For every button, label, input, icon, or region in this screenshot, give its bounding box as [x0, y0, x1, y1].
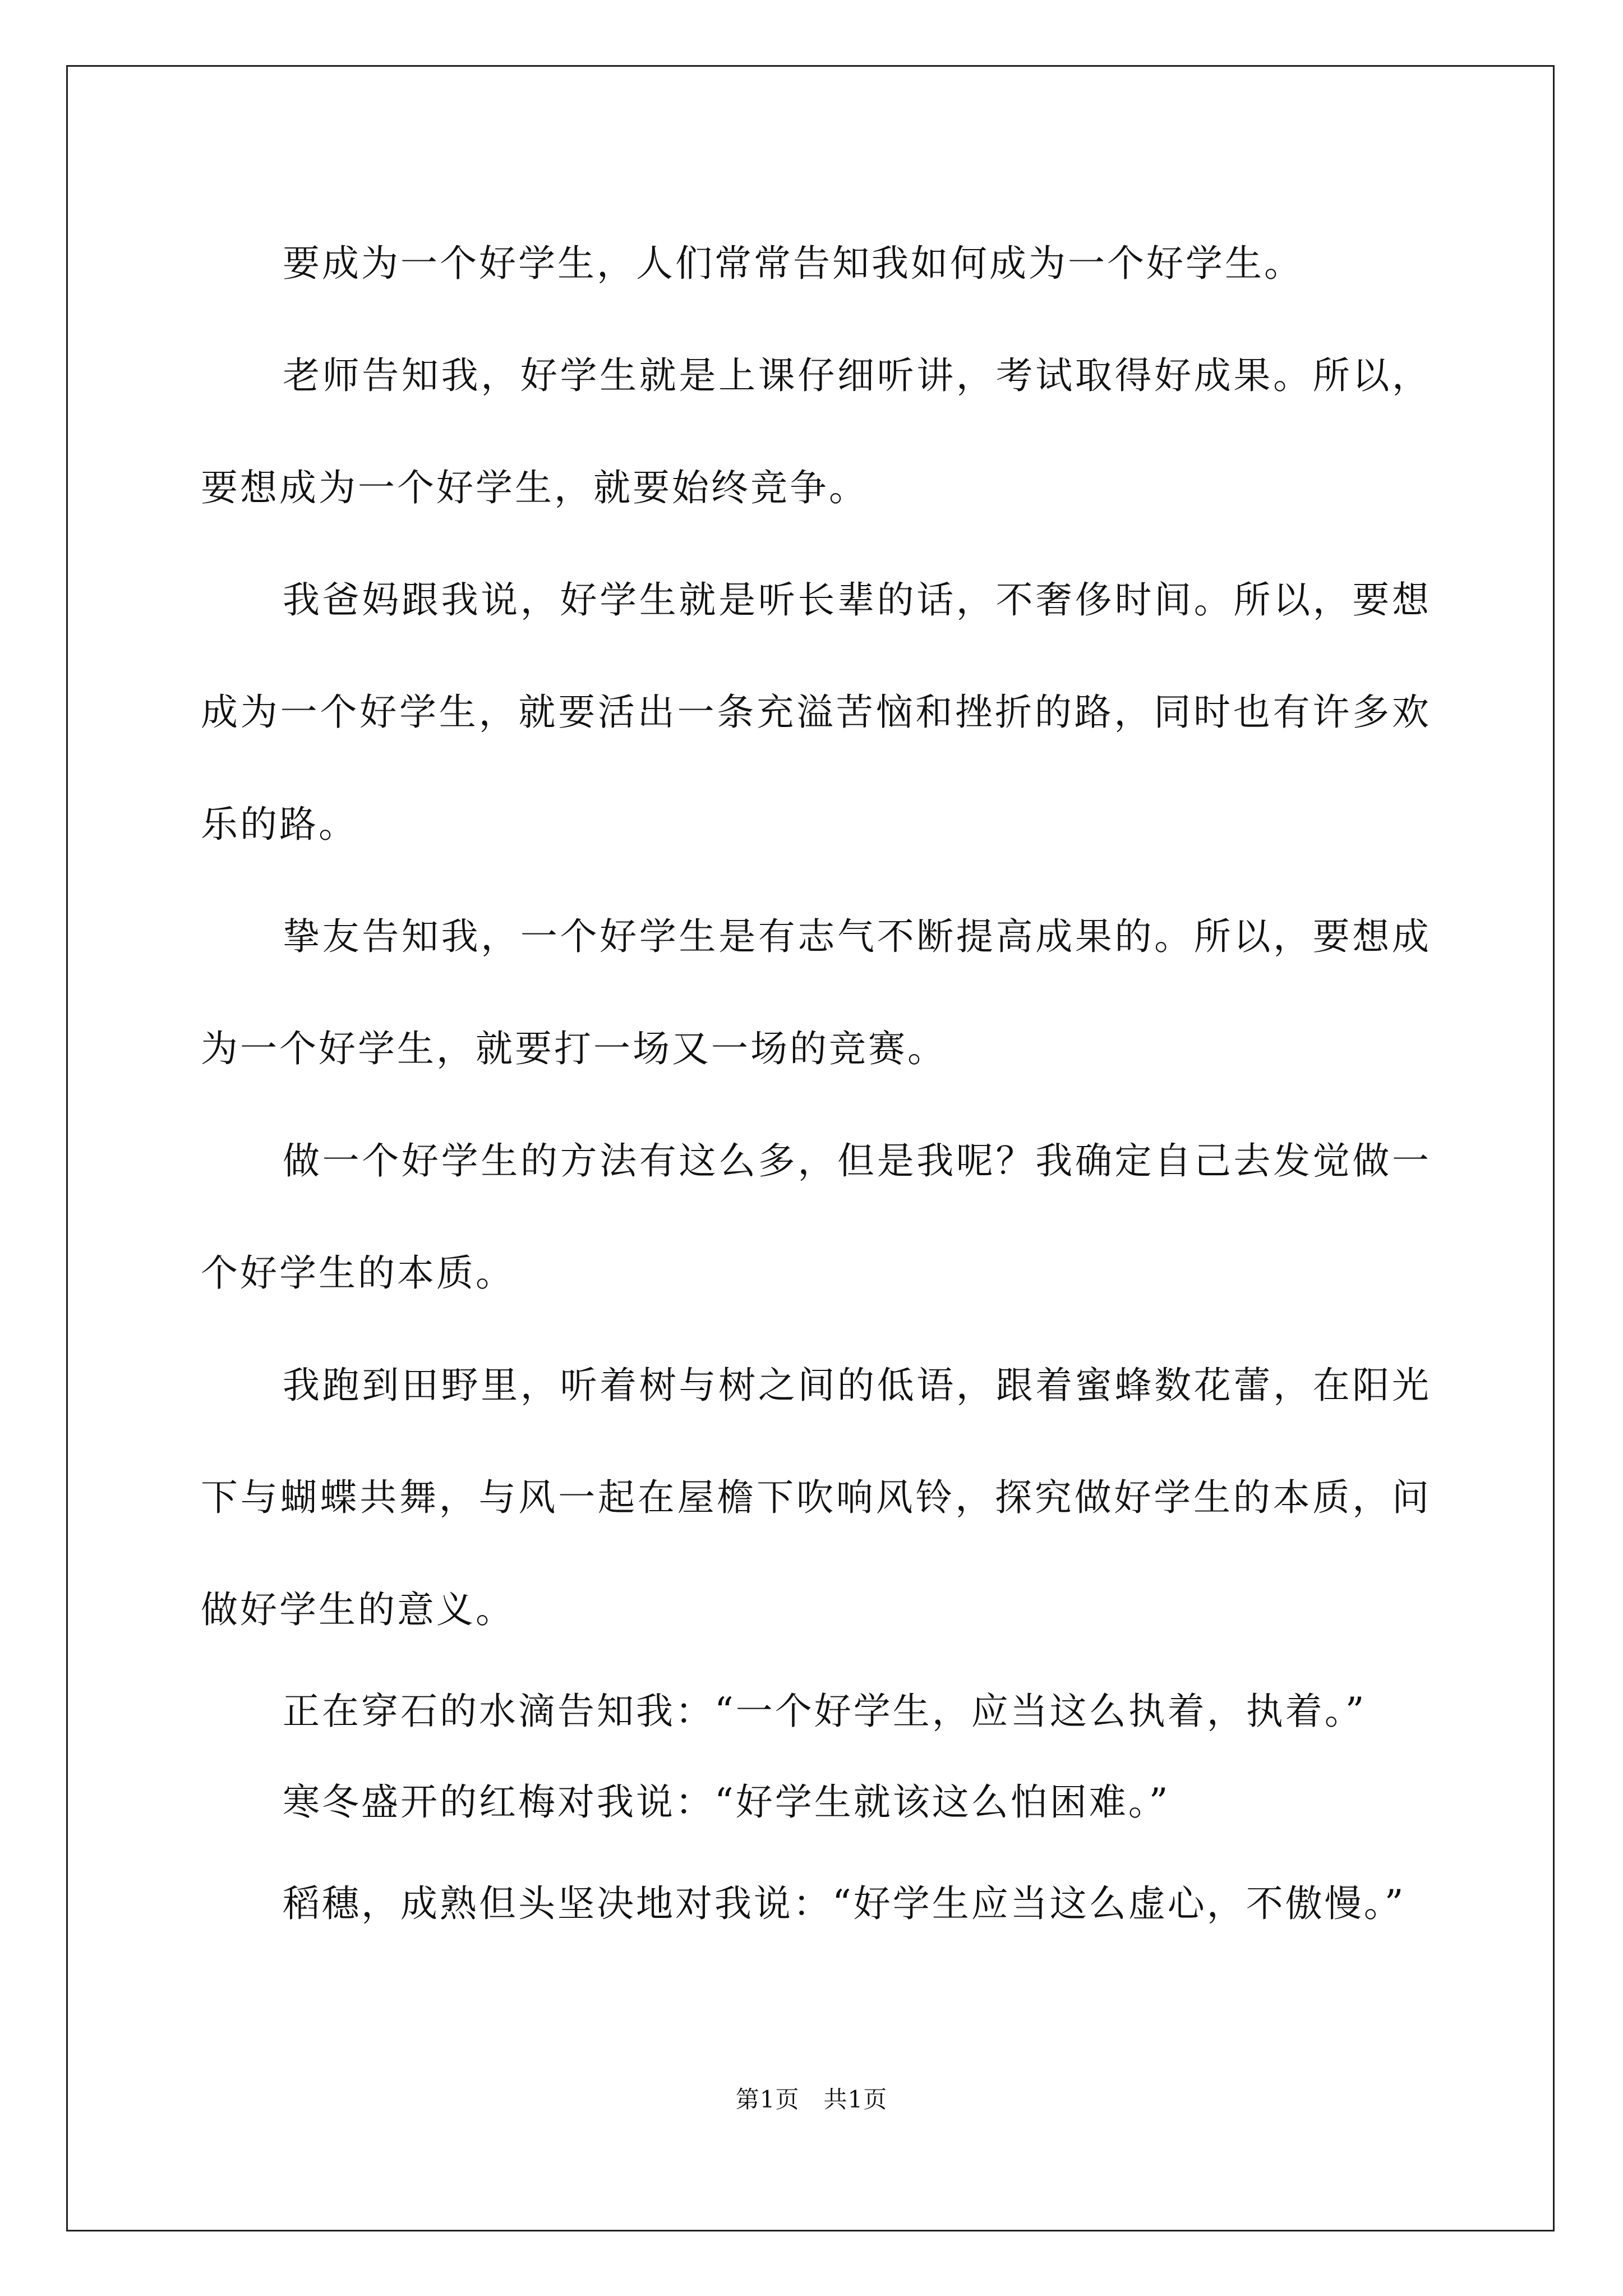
quote-paragraph: 寒冬盛开的红梅对我说：“好学生就该这么怕困难。” [283, 1780, 1170, 1824]
paragraph: 我跑到田野里，听着树与树之间的低语，跟着蜜蜂数花蕾，在阳光下与蝴蝶共舞，与风一起在屋檐下吹响风铃，探究做好学生的本质，问做好学生的意义。 [201, 1364, 1431, 1631]
paragraph: 老师告知我，好学生就是上课仔细听讲，考试取得好成果。所以，要想成为一个好学生，就要始终竞争。 [201, 354, 1431, 509]
paragraph: 做一个好学生的方法有这么多，但是我呢？我确定自己去发觉做一个好学生的本质。 [201, 1139, 1431, 1295]
paragraph: 我爸妈跟我说，好学生就是听长辈的话，不奢侈时间。所以，要想成为一个好学生，就要活出一条充溢苦恼和挫折的路，同时也有许多欢乐的路。 [201, 578, 1431, 846]
page-number-footer: 第1页 共1页 [735, 2086, 888, 2113]
quote-paragraph: 正在穿石的水滴告知我：“一个好学生，应当这么执着，执着。” [283, 1690, 1367, 1733]
document-body [201, 208, 1431, 1960]
quote-paragraph: 稻穗，成熟但头坚决地对我说：“好学生应当这么虚心，不傲慢。” [283, 1882, 1406, 1925]
paragraph: 挚友告知我，一个好学生是有志气不断提高成果的。所以，要想成为一个好学生，就要打一场又一场的竞赛。 [201, 915, 1431, 1070]
paragraph: 要成为一个好学生，人们常常告知我如何成为一个好学生。 [283, 242, 1303, 285]
